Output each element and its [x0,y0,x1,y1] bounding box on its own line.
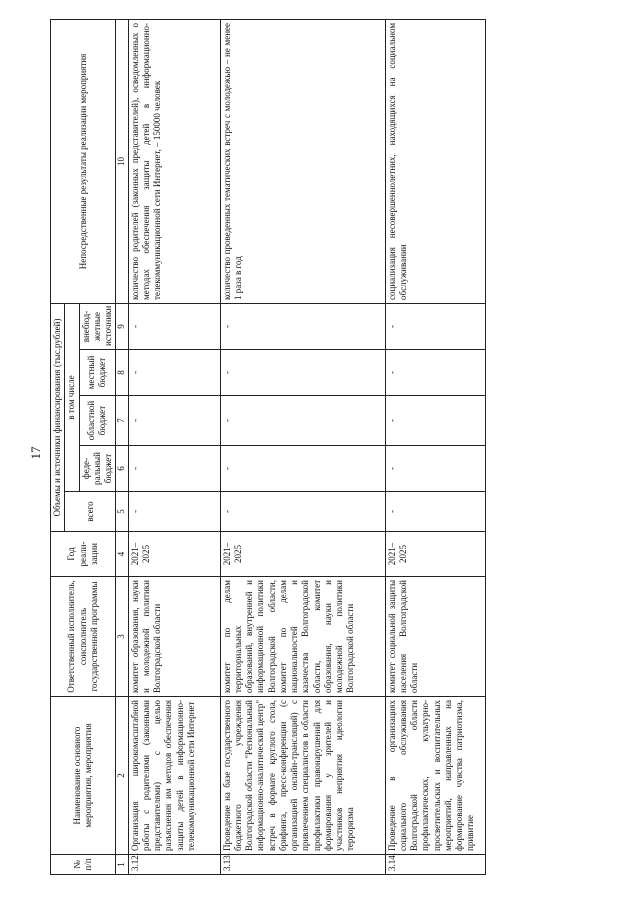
header-regional: областной бюджет [79,396,116,446]
table-row [128,19,220,874]
row-name: Проведение в организациях социального обслуживания Волгоградской области профилактических, культурно-просветительских и воспитательных мероприятий, направленных на формирование чувства патриотизма, привитие [385,697,485,855]
row-extrabudget: - [385,303,485,349]
page-number: 17 [28,446,43,460]
row-name: Проведение на базе государственного бюджетного учреждения Волгоградской области "Региональный информационно-аналитический центр" встреч в формате круглого стола, брифинга, пресс-конференции (с организацией онлайн-трансляций) с привлечением специалистов в области профилактики правонарушений для формирования у зрителей и участников неприятия идеологии терроризма [220,697,385,855]
col-number: 10 [116,19,128,303]
row-local: - [385,350,485,396]
row-total: - [385,492,485,532]
row-extrabudget: - [220,303,385,349]
row-regional: - [128,396,220,446]
col-number: 3 [116,577,128,697]
col-number: 5 [116,492,128,532]
header-responsible: Ответственный исполнитель, соисполнитель государственной программы [51,577,116,697]
col-number: 1 [116,855,128,875]
header-total: всего [65,492,116,532]
row-result: количество родителей (законных представителей), осведомленных о методах обеспечения защиты детей в информационно-телекоммуникационной сети Интернет, – 150000 человек [128,19,220,303]
header-num: № п/п [51,855,116,875]
col-number: 4 [116,532,128,577]
col-number: 7 [116,396,128,446]
row-year: 2021–2025 [220,532,385,577]
row-regional: - [220,396,385,446]
row-result: социализация несовершеннолетних, находящихся на социальном обслуживании [385,19,485,303]
header-result: Непосредственные результаты реализации мероприятия [51,19,116,303]
row-year: 2021–2025 [128,532,220,577]
row-total: - [220,492,385,532]
row-federal: - [128,446,220,492]
row-regional: - [385,396,485,446]
row-extrabudget: - [128,303,220,349]
row-result: количество проведенных тематических встреч с молодежью – не менее 1 раза в год [220,19,385,303]
table-row [385,19,485,874]
row-name: Организация широкомасштабной работы с родителями (законными представителями) с целью разъяснения им методов обеспечения защиты детей в информационно-телекоммуникационной сети Интернет [128,697,220,855]
col-number: 8 [116,350,128,396]
header-year: Год реали-зации [51,532,116,577]
row-local: - [128,350,220,396]
header-funding: Объемы и источники финансирования (тыс.рублей) [51,303,65,531]
header-name: Наименование основного мероприятия, мероприятия [51,697,116,855]
row-num: 3.12. [128,855,220,875]
row-num: 3.14. [385,855,485,875]
col-number: 2 [116,697,128,855]
row-federal: - [220,446,385,492]
row-responsible: комитет по делам территориальных образований, внутренней и информационной политики Волгоградской области, комитет по делам национальностей и казачества Волгоградской области, комитет образования, науки и молодежной политики Волгоградской области [220,577,385,697]
header-including: в том числе [65,303,79,491]
program-table [50,19,486,875]
row-year: 2021–2025 [385,532,485,577]
column-number-row [116,19,128,874]
col-number: 9 [116,303,128,349]
row-local: - [220,350,385,396]
table-row [220,19,385,874]
document-sheet [50,20,505,875]
header-extrabudget: внебюд-жетные источники [79,303,116,349]
header-local: местный бюджет [79,350,116,396]
row-federal: - [385,446,485,492]
row-responsible: комитет социальной защиты населения Волгоградской области [385,577,485,697]
row-responsible: комитет образования, науки и молодежной политики Волгоградской области [128,577,220,697]
row-total: - [128,492,220,532]
row-num: 3.13. [220,855,385,875]
header-federal: феде-ральный бюджет [79,446,116,492]
col-number: 6 [116,446,128,492]
